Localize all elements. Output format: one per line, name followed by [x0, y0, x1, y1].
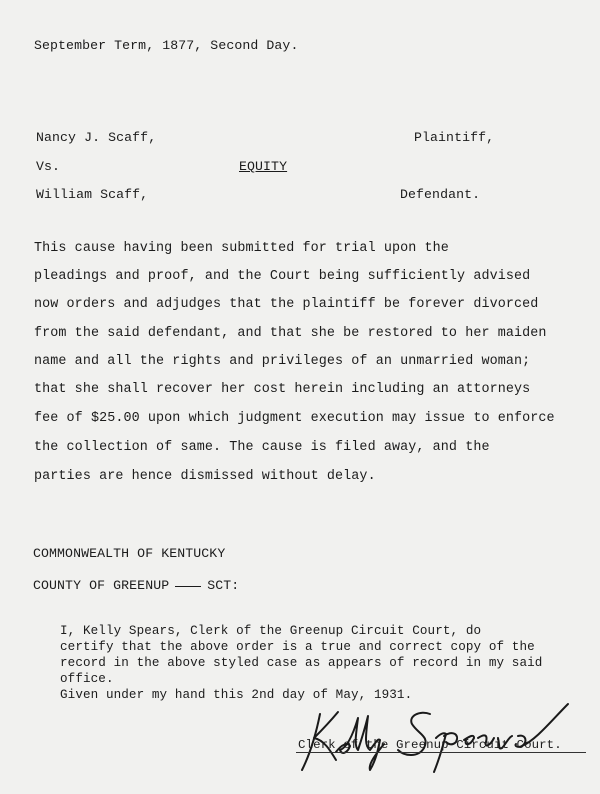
order-line: fee of $25.00 upon which judgment execution may issue to enforce [34, 411, 555, 426]
blank-line [175, 586, 201, 587]
order-line: now orders and adjudges that the plaintiff be forever divorced [34, 297, 539, 312]
versus-label: Vs. [36, 159, 61, 174]
defendant-name: William Scaff, [36, 187, 149, 202]
order-line: from the said defendant, and that she be restored to her maiden [34, 326, 547, 341]
certificate-line: certify that the above order is a true and correct copy of the [60, 640, 535, 654]
term-heading: September Term, 1877, Second Day. [34, 38, 299, 53]
commonwealth-heading: COMMONWEALTH OF KENTUCKY [33, 546, 226, 561]
sct-label: SCT: [207, 578, 240, 593]
certificate-line: I, Kelly Spears, Clerk of the Greenup Circuit Court, do [60, 624, 482, 638]
county-heading [33, 578, 239, 593]
certificate-line: office. [60, 672, 114, 686]
order-line: parties are hence dismissed without delay. [34, 469, 376, 484]
certificate-line: record in the above styled case as appears of record in my said [60, 656, 543, 670]
certificate-line: Given under my hand this 2nd day of May, 1931. [60, 688, 413, 702]
order-line: the collection of same. The cause is filed away, and the [34, 440, 490, 455]
defendant-label: Defendant. [400, 187, 481, 202]
order-line: that she shall recover her cost herein including an attorneys [34, 382, 531, 397]
signature-line [296, 752, 586, 753]
plaintiff-label: Plaintiff, [414, 130, 495, 145]
equity-label: EQUITY [239, 159, 288, 174]
plaintiff-name: Nancy J. Scaff, [36, 130, 157, 145]
handwritten-signature [280, 694, 580, 774]
order-line: This cause having been submitted for trial upon the [34, 241, 449, 256]
clerk-title: Clerk of the Greenup Circuit Court. [298, 738, 562, 752]
order-line: name and all the rights and privileges of an unmarried woman; [34, 354, 531, 369]
order-line: pleadings and proof, and the Court being sufficiently advised [34, 269, 531, 284]
county-label: COUNTY OF GREENUP [33, 578, 170, 593]
